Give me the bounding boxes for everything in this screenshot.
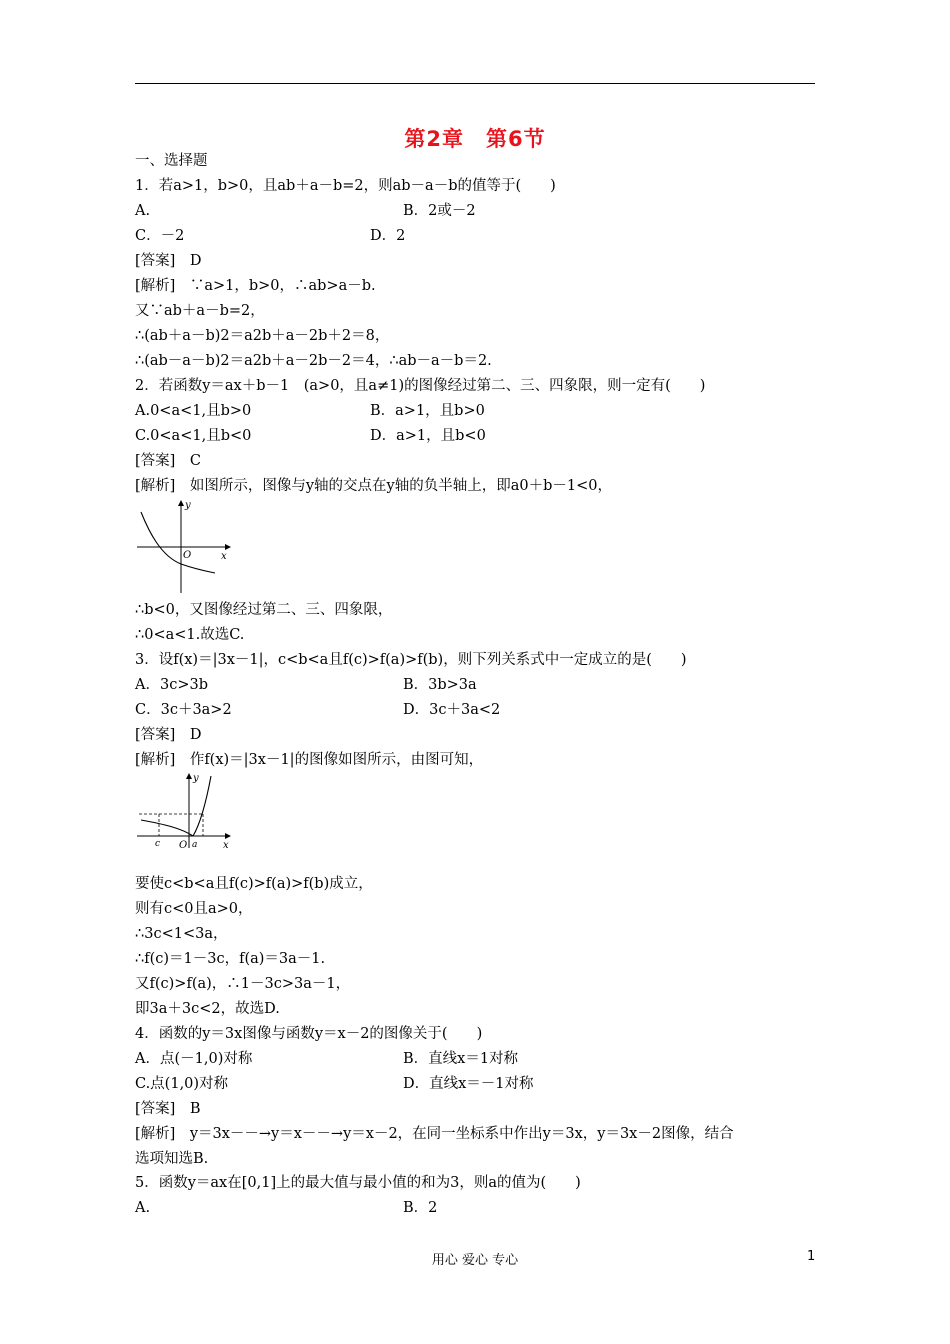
q3-fig-y-label: y — [193, 773, 199, 784]
header-rule — [135, 83, 815, 84]
q1-stem: 1．若a>1，b>0，且ab＋a－b=2，则ab－a－b的值等于( ) — [135, 178, 556, 194]
q4-option-c: C.点(1,0)对称 — [135, 1076, 229, 1092]
q4-stem: 4．函数的y＝3x图像与函数y＝x－2的图像关于( ) — [135, 1026, 483, 1042]
q3-fig-a-label: a — [192, 840, 198, 850]
q3-solution-7: 即3a＋3c<2，故选D. — [135, 1001, 280, 1017]
q4-solution-2: 选项知选B. — [135, 1151, 209, 1167]
q2-option-d: D．a>1，且b<0 — [370, 428, 486, 444]
q1-option-b: B．2或－2 — [403, 203, 476, 219]
q1-solution-1: [解析] ∵a>1，b>0，∴ab>a－b. — [135, 278, 376, 294]
q4-solution-1: [解析] y＝3x－－→y＝x－－→y＝x－2，在同一坐标系中作出y＝3x，y＝3x－2图像，结合 — [135, 1126, 734, 1142]
q2-fig-y-label: y — [185, 500, 191, 511]
q3-option-c: C．3c＋3a>2 — [135, 702, 232, 718]
q3-solution-3: 则有c<0且a>0， — [135, 901, 253, 917]
q1-solution-2: 又∵ab＋a－b=2， — [135, 303, 265, 319]
q2-exponential-graph — [135, 498, 235, 596]
q1-option-d: D．2 — [370, 228, 406, 244]
q4-option-b: B．直线x＝1对称 — [403, 1051, 519, 1067]
q2-stem: 2．若函数y＝ax＋b－1 (a>0，且a≠1)的图像经过第二、三、四象限，则一定有( ) — [135, 378, 706, 394]
q1-solution-4: ∴(ab－a－b)2＝a2b＋a－2b－2＝4，∴ab－a－b＝2. — [135, 353, 492, 369]
q2-fig-x-label: x — [221, 551, 227, 562]
q3-absolute-value-graph — [135, 770, 235, 852]
q4-answer: [答案] B — [135, 1101, 201, 1117]
q5-stem: 5．函数y＝ax在[0,1]上的最大值与最小值的和为3，则a的值为( ) — [135, 1175, 581, 1191]
q5-option-b: B．2 — [403, 1200, 438, 1216]
q3-solution-6: 又f(c)>f(a)，∴1－3c>3a－1， — [135, 976, 351, 992]
q3-option-b: B．3b>3a — [403, 677, 477, 693]
q3-fig-origin-label: O — [179, 840, 188, 851]
q3-solution-5: ∴f(c)＝1－3c，f(a)＝3a－1. — [135, 951, 326, 967]
q3-fig-x-label: x — [223, 840, 229, 851]
q2-solution-1: [解析] 如图所示，图像与y轴的交点在y轴的负半轴上，即a0＋b－1<0， — [135, 478, 612, 494]
q3-solution-2: 要使c<b<a且f(c)>f(a)>f(b)成立， — [135, 876, 373, 892]
page-title: 第2章 第6节 — [404, 127, 546, 151]
q3-solution-1: [解析] 作f(x)＝|3x－1|的图像如图所示，由图可知， — [135, 752, 484, 768]
q2-option-c: C.0<a<1,且b<0 — [135, 428, 252, 444]
q3-solution-4: ∴3c<1<3a， — [135, 926, 228, 942]
q2-solution-2: ∴b<0，又图像经过第二、三、四象限， — [135, 602, 393, 618]
q1-option-c: C．－2 — [135, 228, 185, 244]
q1-answer: [答案] D — [135, 253, 202, 269]
q5-option-a: A. — [135, 1200, 151, 1216]
q2-solution-3: ∴0<a<1.故选C. — [135, 627, 245, 643]
q2-option-a: A.0<a<1,且b>0 — [135, 403, 252, 419]
q3-answer: [答案] D — [135, 727, 202, 743]
q3-stem: 3．设f(x)＝|3x－1|，c<b<a且f(c)>f(a)>f(b)，则下列关系式中一定成立的是( ) — [135, 652, 687, 668]
q2-answer: [答案] C — [135, 453, 201, 469]
q4-option-d: D．直线x＝－1对称 — [403, 1076, 534, 1092]
q3-fig-c-label: c — [155, 839, 161, 849]
q1-solution-3: ∴(ab＋a－b)2＝a2b＋a－2b＋2＝8， — [135, 328, 390, 344]
q2-fig-origin-label: O — [183, 550, 192, 561]
q2-option-b: B．a>1，且b>0 — [370, 403, 485, 419]
q3-option-d: D．3c＋3a<2 — [403, 702, 501, 718]
page-footer: 用心 爱心 专心 — [431, 1253, 519, 1268]
section-heading: 一、选择题 — [135, 153, 208, 169]
q4-option-a: A．点(－1,0)对称 — [135, 1051, 253, 1067]
q3-option-a: A．3c>3b — [135, 677, 208, 693]
page-number: 1 — [807, 1249, 816, 1264]
q1-option-a: A. — [135, 203, 151, 219]
